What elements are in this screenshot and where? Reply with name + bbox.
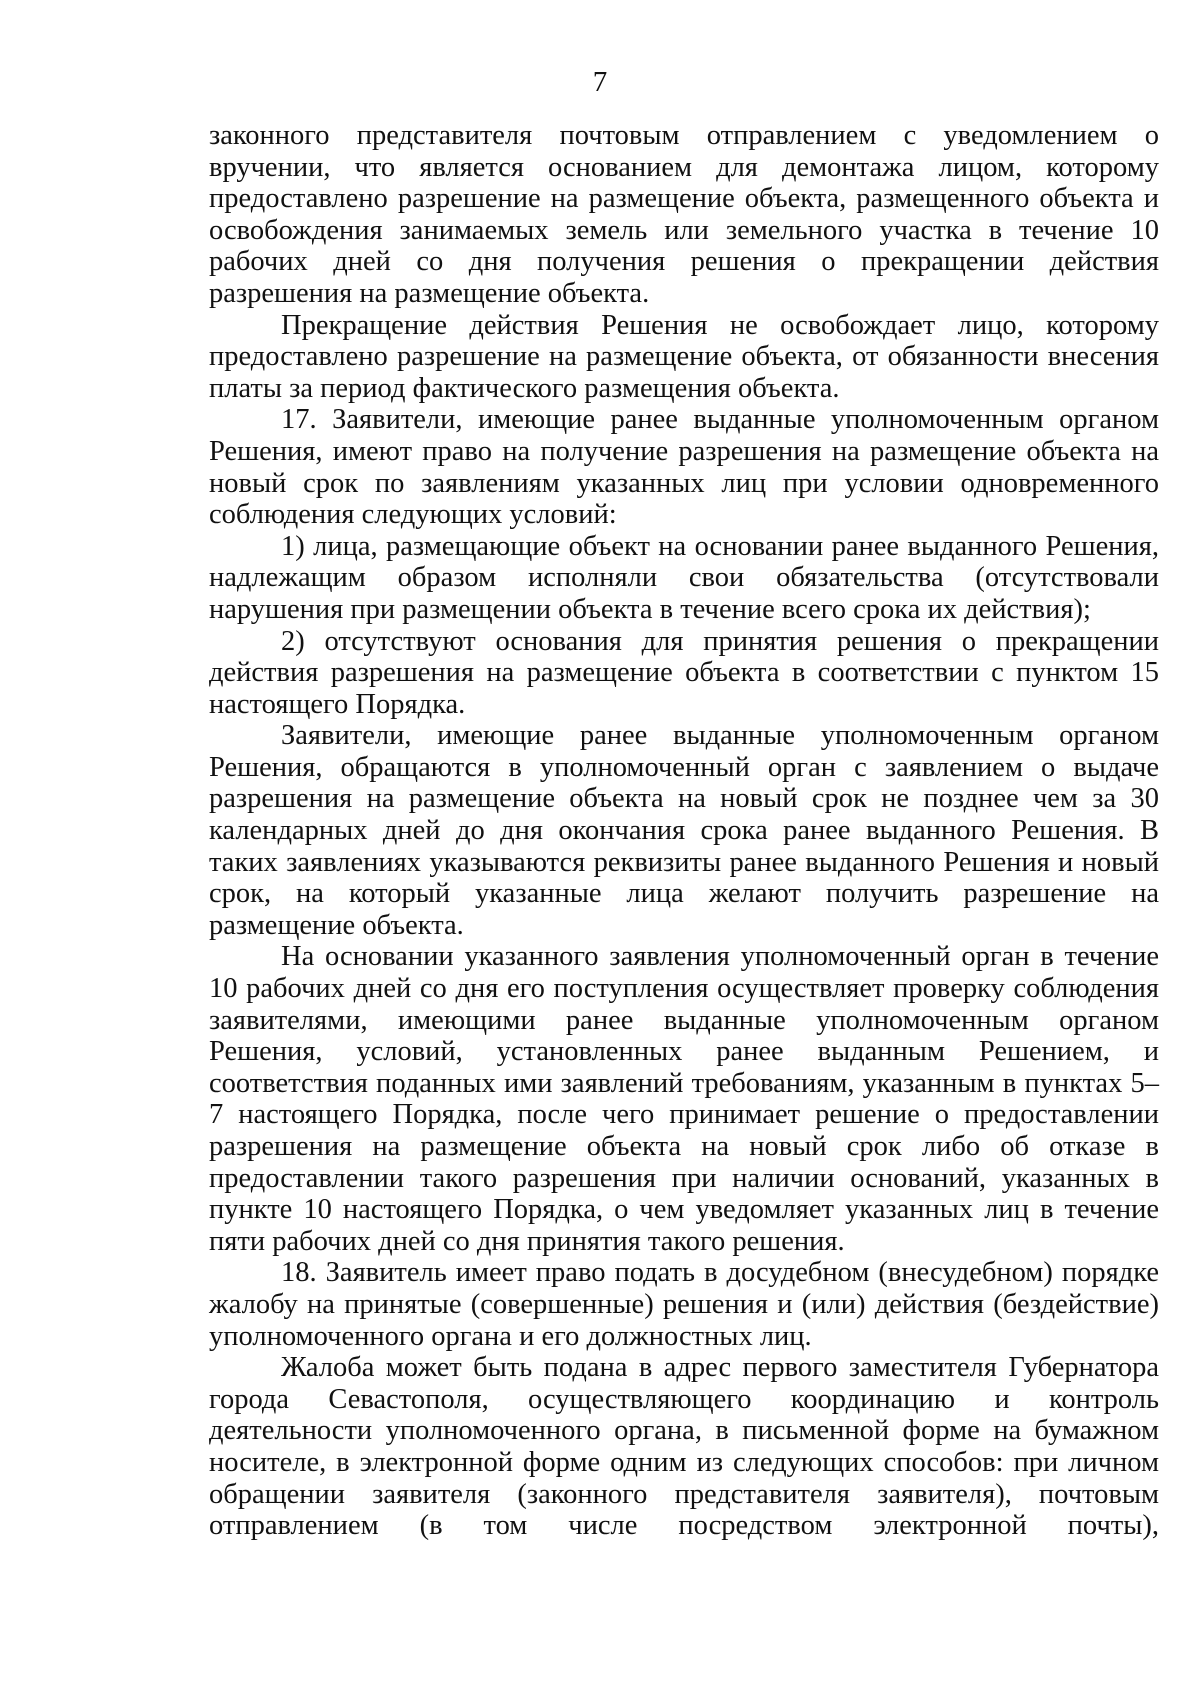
paragraph-condition-1: 1) лица, размещающие объект на основании ранее выданного Решения, надлежащим образом исполняли свои обязательства (отсутствовали нарушения при размещении объекта в течение всего срока их действия); <box>209 530 1159 625</box>
paragraph-complaint-submission: Жалоба может быть подана в адрес первого заместителя Губернатора города Севастополя, осуществляющего координацию и контроль деятельности уполномоченного органа, в письменной форме на бумажном носителе, в электронной форме одним из следующих способов: при личном обращении заявителя (законного представителя заявителя), почтовым отправлением (в том числе посредством электронной почты), <box>209 1352 1159 1542</box>
paragraph-review-procedure: На основании указанного заявления уполномоченный орган в течение 10 рабочих дней со дня его поступления осуществляет проверку соблюдения заявителями, имеющими ранее выданные уполномоченным органом Решения, условий, установленных ранее выданным Решением, и соответствия поданных ими заявлений требованиям, указанным в пунктах 5–7 настоящего Порядка, после чего принимает решение о предоставлении разрешения на размещение объекта на новый срок либо об отказе в предоставлении такого разрешения при наличии оснований, указанных в пункте 10 настоящего Порядка, о чем уведомляет указанных лиц в течение пяти рабочих дней со дня принятия такого решения. <box>209 941 1159 1257</box>
paragraph-continuation: законного представителя почтовым отправлением с уведомлением о вручении, что является основанием для демонтажа лицом, которому предоставлено разрешение на размещение объекта, размещенного объекта и освобождения занимаемых земель или земельного участка в течение 10 рабочих дней со дня получения решения о прекращении действия разрешения на размещение объекта. <box>209 120 1159 309</box>
paragraph-item-17: 17. Заявители, имеющие ранее выданные уполномоченным органом Решения, имеют право на получение разрешения на размещение объекта на новый срок по заявлениям указанных лиц при условии одновременного соблюдения следующих условий: <box>209 404 1159 531</box>
paragraph-condition-2: 2) отсутствуют основания для принятия решения о прекращении действия разрешения на размещение объекта в соответствии с пунктом 15 настоящего Порядка. <box>209 625 1159 720</box>
paragraph-item-18: 18. Заявитель имеет право подать в досудебном (внесудебном) порядке жалобу на принятые (совершенные) решения и (или) действия (бездействие) уполномоченного органа и его должностных лиц. <box>209 1257 1159 1352</box>
paragraph-payment-obligation: Прекращение действия Решения не освобождает лицо, которому предоставлено разрешение на размещение объекта, от обязанности внесения платы за период фактического размещения объекта. <box>209 309 1159 404</box>
paragraph-application-deadline: Заявители, имеющие ранее выданные уполномоченным органом Решения, обращаются в уполномоченный орган с заявлением о выдаче разрешения на размещение объекта на новый срок не позднее чем за 30 календарных дней до дня окончания срока ранее выданного Решения. В таких заявлениях указываются реквизиты ранее выданного Решения и новый срок, на который указанные лица желают получить разрешение на размещение объекта. <box>209 720 1159 941</box>
document-body <box>209 120 1159 1542</box>
page-number: 7 <box>592 66 608 98</box>
